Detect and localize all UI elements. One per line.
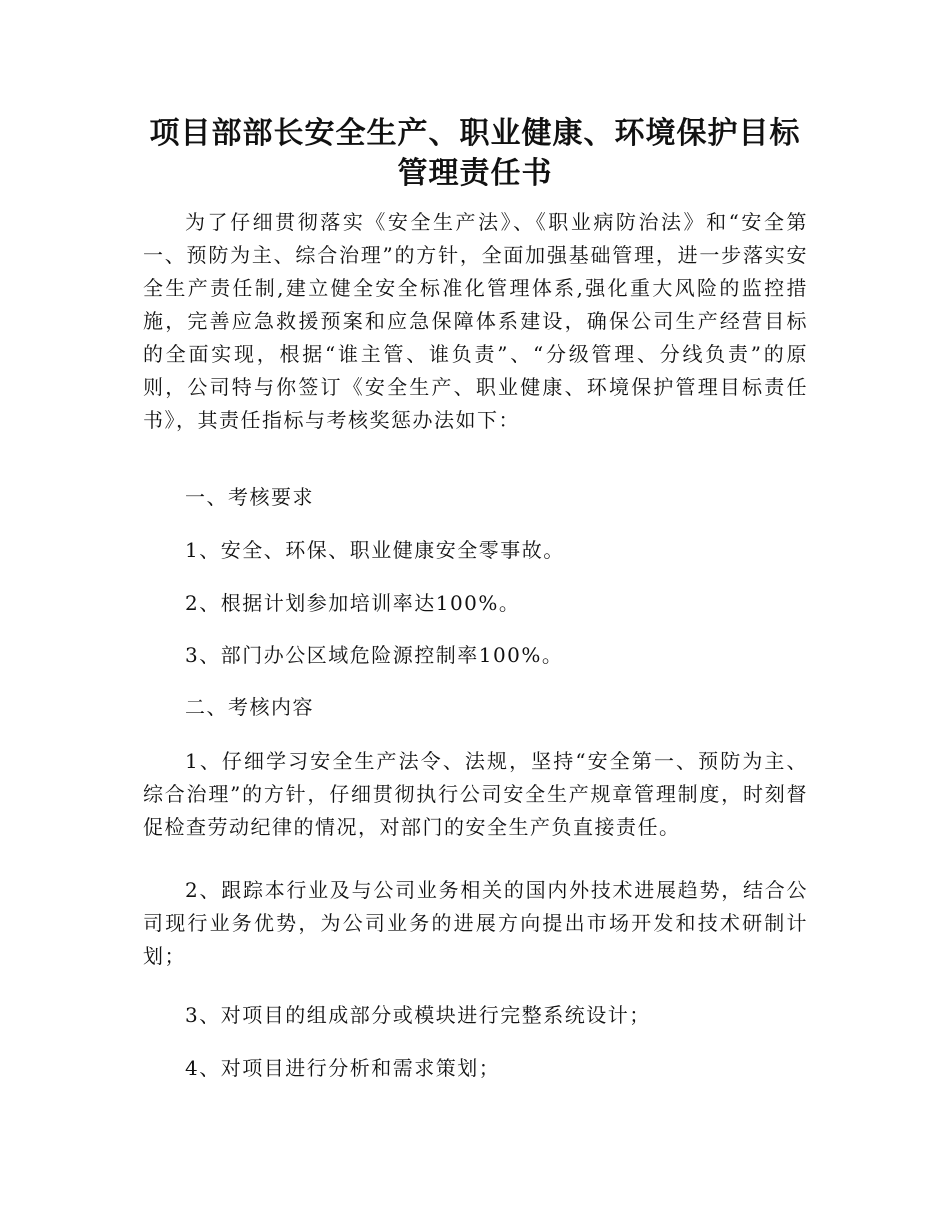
section2-item-1: 1、仔细学习安全生产法令、法规，坚持“安全第一、预防为主、综合治理”的方针，仔细贯彻执行公司安全生产规章管理制度，时刻督促检查劳动纪律的情况，对部门的安全生产负直接责任。 [143, 749, 808, 839]
section1-item-1: 1、安全、环保、职业健康安全零事故。 [185, 538, 565, 562]
intro-paragraph: 为了仔细贯彻落实《安全生产法》、《职业病防治法》和“安全第一、预防为主、综合治理”的方针，全面加强基础管理，进一步落实安全生产责任制,建立健全安全标准化管理体系,强化重大风险的监控措施，完善应急救援预案和应急保障体系建设，确保公司生产经营目标的全面实现，根据“谁主管、谁负责”、“分级管理、分线负责”的原则，公司特与你签订《安全生产、职业健康、环境保护管理目标责任书》，其责任指标与考核奖惩办法如下： [143, 210, 808, 432]
section1-item-3: 3、部门办公区域危险源控制率100%。 [185, 643, 564, 667]
section2-item-2: 2、跟踪本行业及与公司业务相关的国内外技术进展趋势，结合公司现行业务优势，为公司业务的进展方向提出市场开发和技术研制计划； [143, 878, 808, 968]
section2-item-4: 4、对项目进行分析和需求策划； [185, 1056, 501, 1080]
section1-item-2: 2、根据计划参加培训率达100%。 [185, 591, 521, 615]
document-title-line2: 管理责任书 [397, 156, 553, 191]
section1-heading: 一、考核要求 [185, 485, 314, 509]
section2-item-3: 3、对项目的组成部分或模块进行完整系统设计； [185, 1003, 651, 1027]
document-title-line1: 项目部部长安全生产、职业健康、环境保护目标 [149, 116, 801, 151]
section2-heading: 二、考核内容 [185, 695, 314, 719]
